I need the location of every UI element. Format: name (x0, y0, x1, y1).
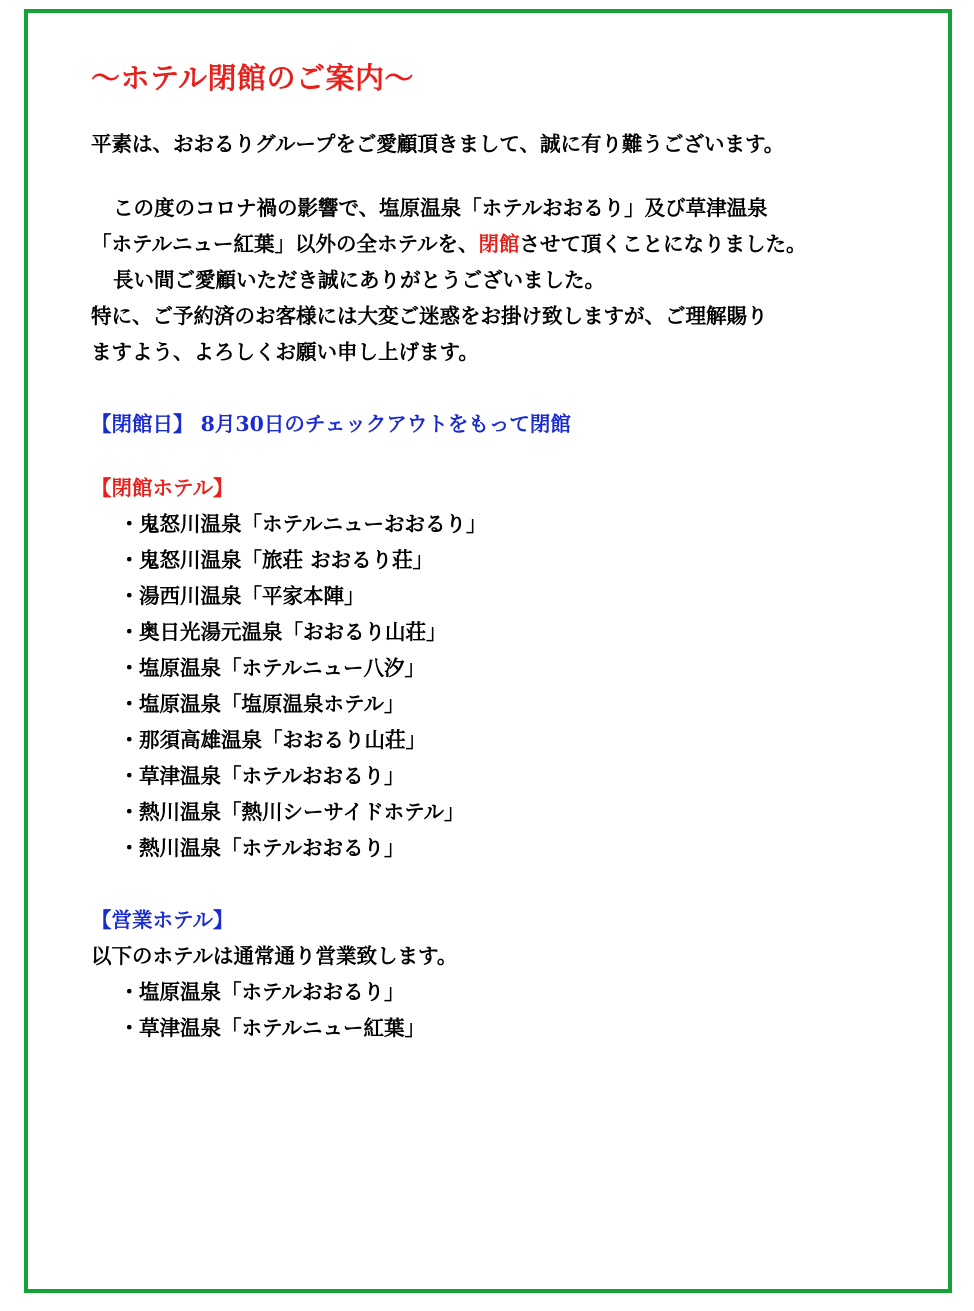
page-title: ～ホテル閉館のご案内～ (91, 61, 415, 95)
notice-content (91, 52, 911, 1046)
hotel-name: 奥日光湯元温泉「おおるり山荘」 (139, 620, 447, 644)
list-item (119, 794, 911, 830)
hotel-name: 熱川温泉「ホテルおおるり」 (139, 836, 405, 860)
list-item (119, 614, 911, 650)
body-line-2-before: 「ホテルニュー紅葉」以外の全ホテルを、 (91, 232, 479, 256)
closing-date-text: 8月30日のチェックアウトをもって閉館 (200, 412, 571, 436)
closure-highlight: 閉館 (478, 232, 520, 256)
closing-date-section (91, 406, 911, 442)
greeting-text: 平素は、おおるりグループをご愛顧頂きまして、誠に有り難うございます。 (91, 132, 785, 156)
closing-date-label: 【閉館日】 (91, 412, 194, 436)
body-line-4: 特に、ご予約済のお客様には大変ご迷惑をお掛け致しますが、ご理解賜り (91, 304, 768, 328)
hotel-name: 湯西川温泉「平家本陣」 (139, 584, 365, 608)
bullet: ・ (119, 656, 140, 680)
closed-hotels-section (91, 470, 911, 866)
closing-date (91, 406, 911, 442)
hotel-name: 草津温泉「ホテルニュー紅葉」 (139, 1016, 425, 1040)
bullet: ・ (119, 764, 140, 788)
hotel-name: 鬼怒川温泉「旅荘 おおるり荘」 (139, 548, 434, 572)
open-hotels-list (91, 974, 911, 1046)
hotel-name: 草津温泉「ホテルおおるり」 (139, 764, 405, 788)
bullet: ・ (119, 1016, 140, 1040)
bullet: ・ (119, 728, 140, 752)
hotel-name: 那須高雄温泉「おおるり山荘」 (139, 728, 426, 752)
bullet: ・ (119, 692, 140, 716)
body-line-2 (91, 226, 911, 262)
list-item (119, 542, 911, 578)
list-item (119, 686, 911, 722)
bullet: ・ (119, 836, 140, 860)
bullet: ・ (119, 584, 140, 608)
closed-hotels-heading: 【閉館ホテル】 (91, 476, 234, 500)
open-hotels-intro: 以下のホテルは通常通り営業致します。 (91, 944, 458, 968)
open-hotels-heading: 【営業ホテル】 (91, 908, 234, 932)
hotel-name: 塩原温泉「塩原温泉ホテル」 (139, 692, 405, 716)
body-line-3: 長い間ご愛顧いただき誠にありがとうございました。 (113, 268, 605, 292)
body-line-5: ますよう、よろしくお願い申し上げます。 (91, 340, 479, 364)
hotel-name: 熱川温泉「熱川シーサイドホテル」 (139, 800, 465, 824)
bullet: ・ (119, 512, 140, 536)
hotel-name: 塩原温泉「ホテルおおるり」 (139, 980, 405, 1004)
bullet: ・ (119, 620, 140, 644)
closed-hotels-list (91, 506, 911, 866)
list-item (119, 506, 911, 542)
hotel-name: 塩原温泉「ホテルニュー八汐」 (139, 656, 425, 680)
list-item (119, 830, 911, 866)
list-item (119, 650, 911, 686)
list-item (119, 722, 911, 758)
body-line-1: この度のコロナ禍の影響で、塩原温泉「ホテルおおるり」及び草津温泉 (113, 196, 768, 220)
list-item (119, 578, 911, 614)
bullet: ・ (119, 548, 140, 572)
bullet: ・ (119, 980, 140, 1004)
bullet: ・ (119, 800, 140, 824)
open-hotels-section (91, 902, 911, 1046)
list-item (119, 1010, 911, 1046)
hotel-name: 鬼怒川温泉「ホテルニューおおるり」 (139, 512, 487, 536)
list-item (119, 974, 911, 1010)
announcement-body (91, 190, 911, 370)
list-item (119, 758, 911, 794)
body-line-2-after: させて頂くことになりました。 (519, 232, 807, 256)
